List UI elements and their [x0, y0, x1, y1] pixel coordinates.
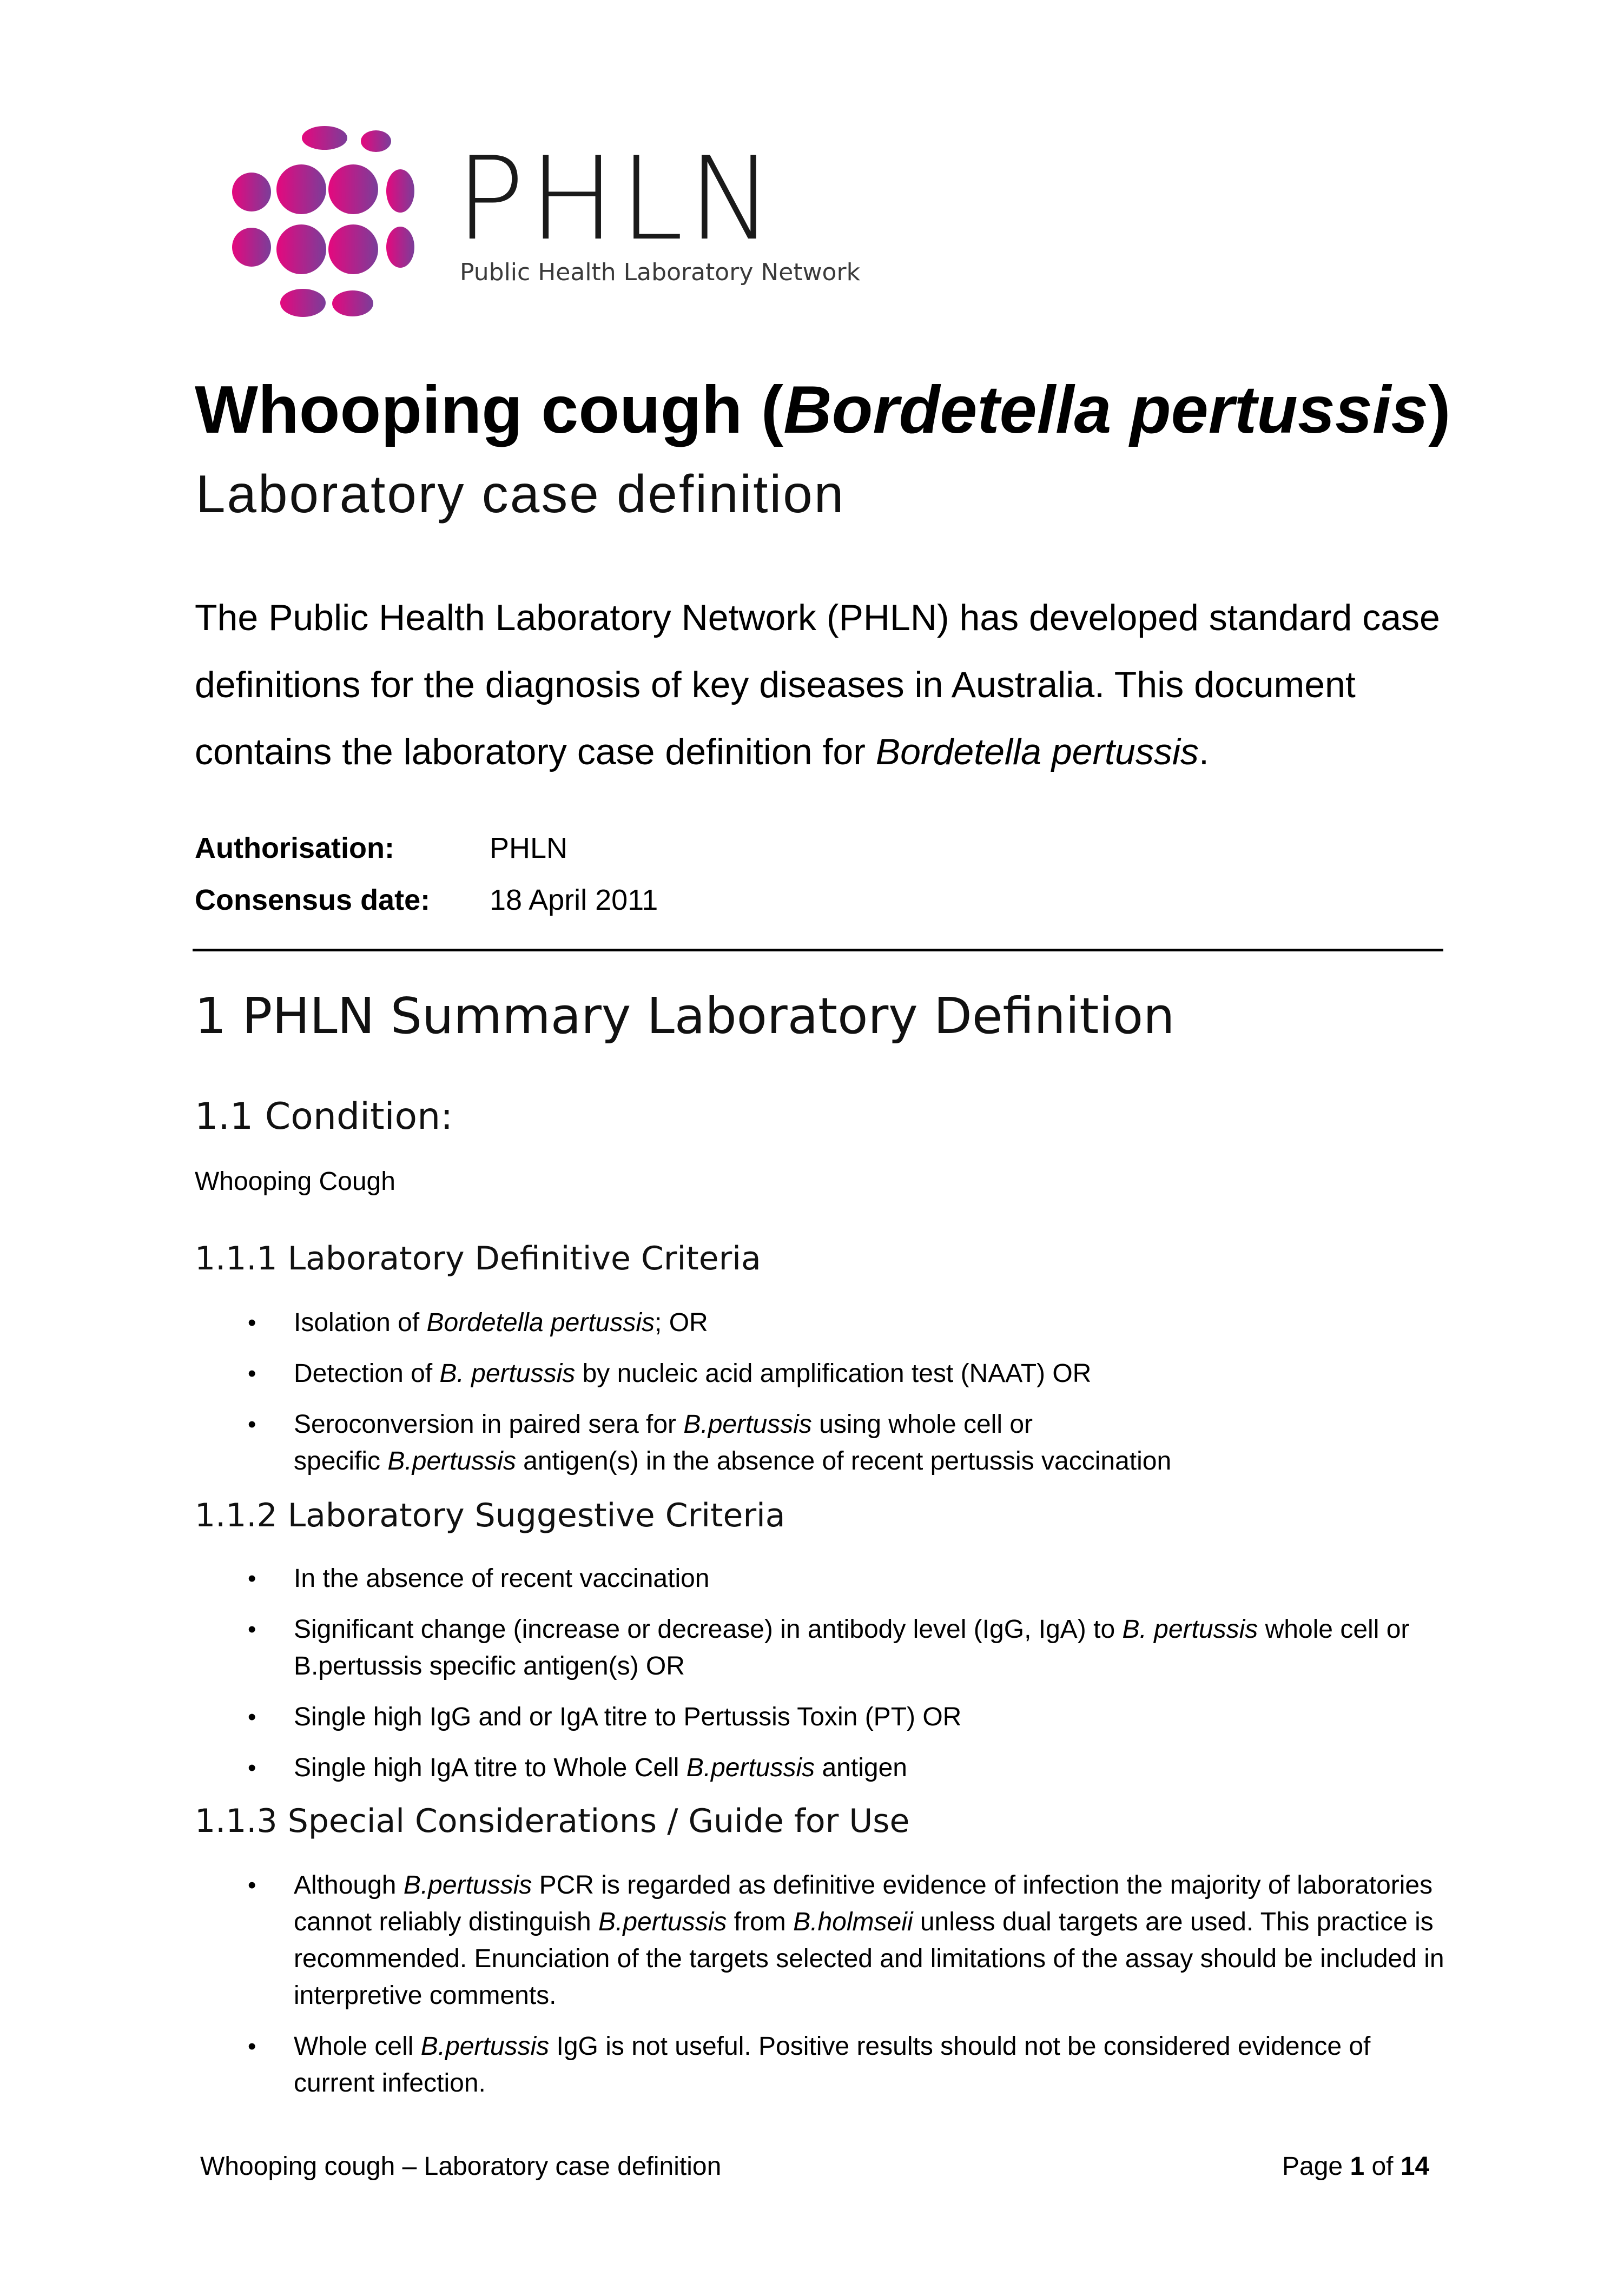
condition-heading: 1.1 Condition:	[195, 1095, 453, 1138]
suggestive-criteria-list	[195, 1560, 1450, 1801]
title-close: )	[1428, 373, 1451, 447]
page-number: Page 1 of 14	[1282, 2152, 1430, 2181]
document-subtitle: Laboratory case definition	[196, 464, 846, 524]
section-heading-1: 1 PHLN Summary Laboratory Definition	[195, 987, 1175, 1045]
consensus-label: Consensus date:	[195, 884, 431, 916]
document-title	[195, 373, 1451, 447]
definitive-criteria-heading: 1.1.1 Laboratory Definitive Criteria	[195, 1240, 761, 1278]
list-item: • Whole cell B.pertussis IgG is not useful. Positive results should not be considered evidence of current infection.	[195, 2028, 1450, 2102]
condition-text: Whooping Cough	[195, 1167, 395, 1196]
horizontal-rule	[193, 949, 1443, 951]
list-item: • Although B.pertussis PCR is regarded as definitive evidence of infection the majority of laboratories cannot reliably distinguish B.pertussis from B.holmseii unless dual targets are used. This practice is recommended. Enunciation of the targets selected and limitations of the assay should be included in interpretive comments.	[195, 1867, 1450, 2014]
logo-subtitle: Public Health Laboratory Network	[460, 259, 861, 286]
list-item: • Isolation of Bordetella pertussis; OR	[195, 1305, 1450, 1341]
list-item: • Single high IgA titre to Whole Cell B.pertussis antigen	[195, 1750, 1450, 1786]
list-item: • In the absence of recent vaccination	[195, 1560, 1450, 1597]
intro-organism: Bordetella pertussis	[875, 731, 1199, 772]
list-item: • Single high IgG and or IgA titre to Pertussis Toxin (PT) OR	[195, 1699, 1450, 1736]
logo-wordmark: PHLN	[455, 132, 778, 266]
list-item: • Significant change (increase or decrease) in antibody level (IgG, IgA) to B. pertussis whole cell or B.pertussis specific antigen(s) OR	[195, 1611, 1450, 1685]
consensus-value: 18 April 2011	[490, 884, 658, 916]
authorisation-label: Authorisation:	[195, 832, 394, 864]
title-main: Whooping cough (	[195, 373, 784, 447]
intro-end: .	[1198, 731, 1209, 772]
definitive-criteria-list	[195, 1305, 1450, 1494]
special-considerations-list	[195, 1867, 1450, 2116]
list-item: • Detection of B. pertussis by nucleic acid amplification test (NAAT) OR	[195, 1355, 1450, 1392]
document-meta	[195, 822, 658, 926]
footer-title: Whooping cough – Laboratory case definition	[200, 2152, 722, 2181]
intro-text: The Public Health Laboratory Network (PHLN) has developed standard case definitions for the diagnosis of key diseases in Australia. This document contains the laboratory case definition for	[195, 597, 1440, 772]
consensus-row	[195, 874, 658, 926]
special-considerations-heading: 1.1.3 Special Considerations / Guide for Use	[195, 1802, 910, 1840]
authorisation-row	[195, 822, 658, 874]
title-organism: Bordetella pertussis	[783, 373, 1429, 447]
intro-paragraph	[195, 584, 1450, 785]
phln-logo-dots	[227, 122, 433, 327]
suggestive-criteria-heading: 1.1.2 Laboratory Suggestive Criteria	[195, 1497, 785, 1534]
list-item: • Seroconversion in paired sera for B.pertussis using whole cell or specific B.pertussis antigen(s) in the absence of recent pertussis vaccination	[195, 1406, 1450, 1480]
authorisation-value: PHLN	[490, 832, 568, 864]
